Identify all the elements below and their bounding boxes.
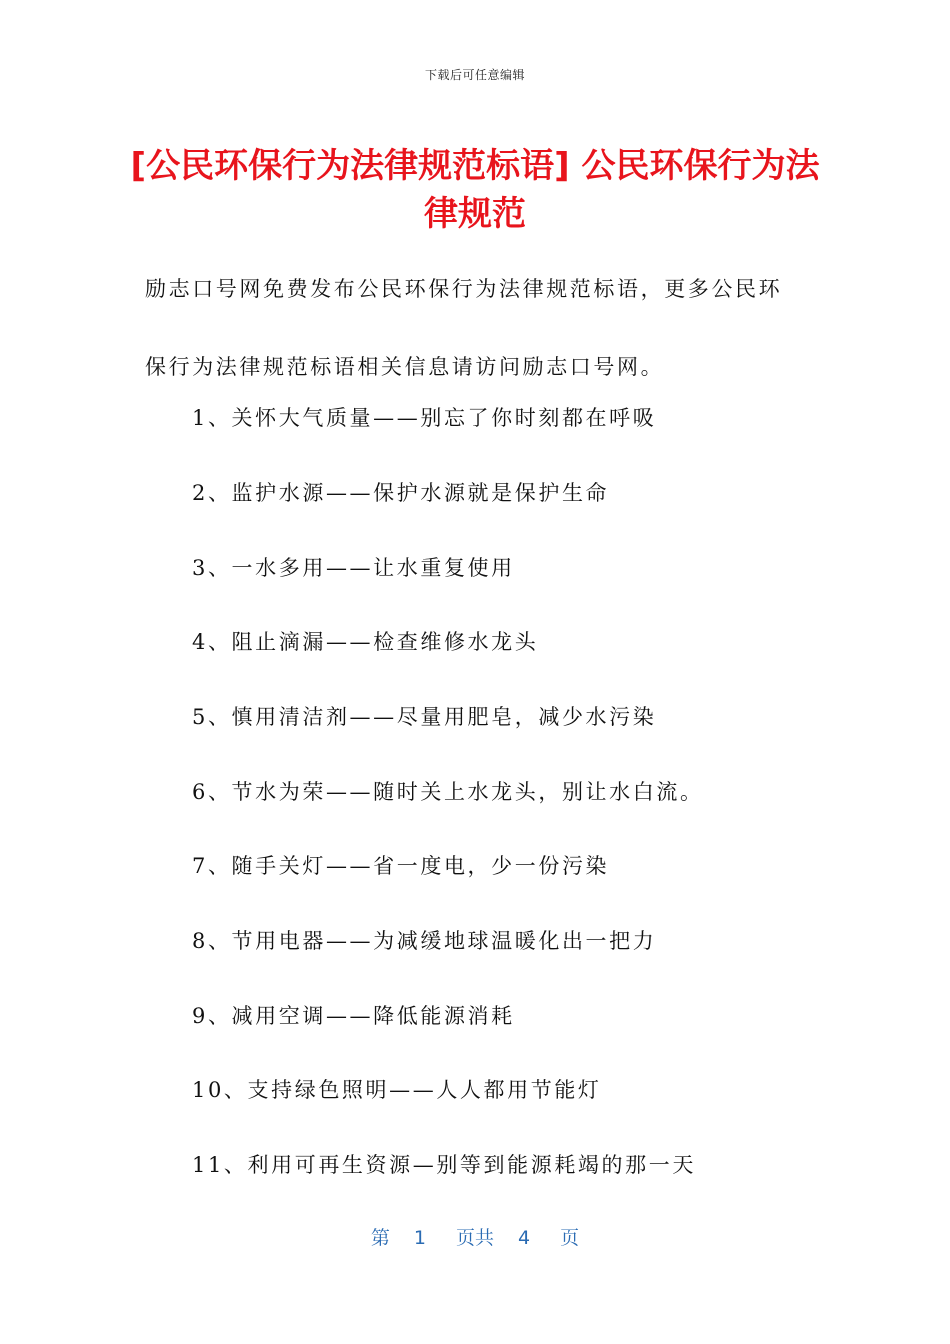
list-item: 7、随手关灯——省一度电，少一份污染 — [192, 854, 610, 878]
list-item: 11、利用可再生资源—别等到能源耗竭的那一天 — [192, 1153, 696, 1177]
list-item: 6、节水为荣——随时关上水龙头，别让水白流。 — [192, 780, 704, 804]
list-item: 1、关怀大气质量——别忘了你时刻都在呼吸 — [192, 406, 657, 430]
footer-label-pages: 页 — [560, 1227, 580, 1249]
list-item: 10、支持绿色照明——人人都用节能灯 — [192, 1078, 602, 1102]
page-header-note: 下载后可任意编辑 — [424, 68, 525, 82]
list-item: 9、减用空调——降低能源消耗 — [192, 1004, 515, 1028]
footer-label-of: 页共 — [455, 1227, 494, 1249]
list-item: 3、一水多用——让水重复使用 — [192, 556, 515, 580]
list-item: 4、阻止滴漏——检查维修水龙头 — [192, 630, 539, 654]
document-title: [公民环保行为法律规范标语] 公民环保行为法律规范 — [130, 146, 820, 234]
list-item: 8、节用电器——为减缓地球温暖化出一把力 — [192, 929, 657, 953]
page-footer — [0, 1223, 950, 1250]
list-item: 2、监护水源——保护水源就是保护生命 — [192, 481, 610, 505]
footer-label-page: 第 — [370, 1227, 390, 1249]
footer-current-page: 1 — [413, 1227, 426, 1249]
footer-total-pages: 4 — [518, 1227, 531, 1249]
list-item: 5、慎用清洁剂——尽量用肥皂，减少水污染 — [192, 705, 657, 729]
intro-paragraph: 励志口号网免费发布公民环保行为法律规范标语，更多公民环保行为法律规范标语相关信息请访问励志口号网。 — [145, 277, 783, 379]
